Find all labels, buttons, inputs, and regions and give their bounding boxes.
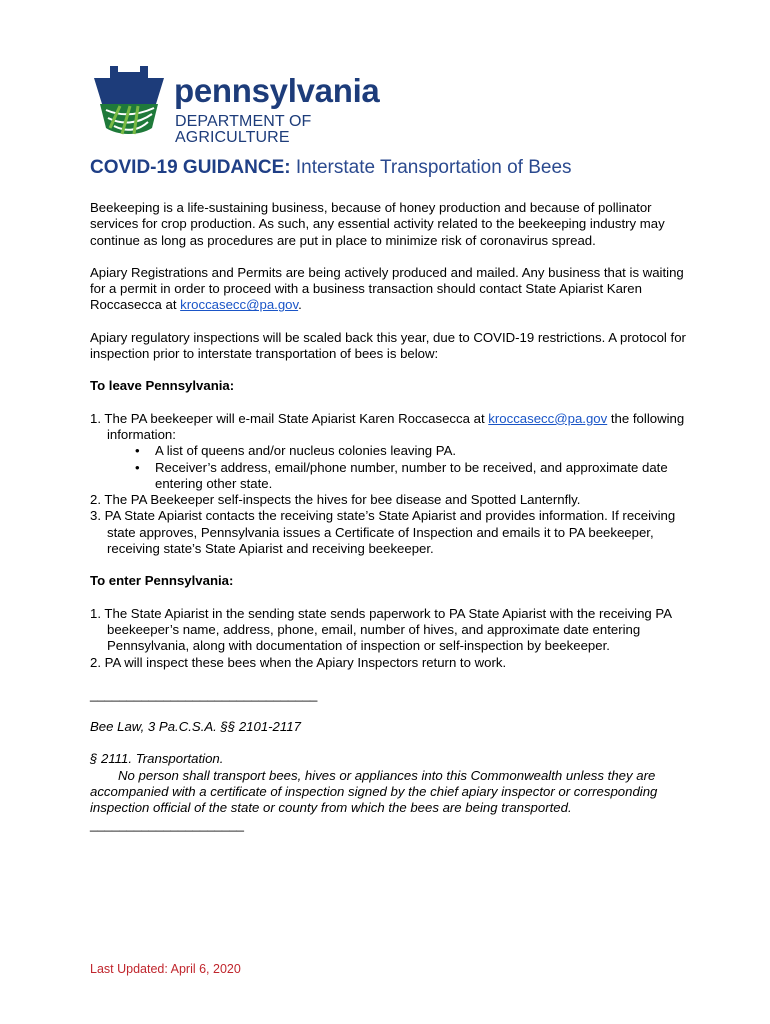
leave-step-1-text-end: the following information: bbox=[107, 410, 685, 442]
inspections-paragraph: Apiary regulatory inspections will be scaled back this year, due to COVID-19 restrictions. A protocol for inspection prior to interstate transportation of bees is below: bbox=[90, 329, 686, 362]
enter-heading: To enter Pennsylvania: bbox=[90, 573, 234, 589]
permits-text-end: . bbox=[298, 297, 302, 313]
list-item: • Receiver’s address, email/phone number, number to be received, and approximate date entering other state. bbox=[135, 460, 690, 493]
email-link[interactable]: kroccasecc@pa.gov bbox=[180, 297, 299, 313]
logo-department: DEPARTMENT OF AGRICULTURE bbox=[175, 113, 312, 146]
permits-paragraph bbox=[90, 265, 690, 314]
intro-paragraph: Beekeeping is a life-sustaining business, because of honey production and because of pollinator services for crop production. As such, any essential activity related to the beekeeping industry may continue as long as procedures are put in place to minimize risk of coronavirus spread. bbox=[90, 200, 665, 248]
keystone-field-icon bbox=[90, 64, 168, 142]
title-subject: Interstate Transportation of Bees bbox=[295, 157, 572, 178]
divider-rule: _____________________ bbox=[90, 816, 245, 832]
logo-wordmark: pennsylvania bbox=[174, 72, 380, 109]
leave-heading: To leave Pennsylvania: bbox=[90, 378, 235, 394]
divider-rule: _______________________________ bbox=[90, 686, 318, 702]
permits-text: Apiary Registrations and Permits are being actively produced and mailed. Any business that is waiting for a permit in order to proceed with a business transaction should contact State Apiarist Karen Roccasecca at bbox=[90, 264, 684, 313]
enter-step-2: 2. PA will inspect these bees when the Apiary Inspectors return to work. bbox=[90, 654, 507, 670]
pa-agriculture-logo bbox=[90, 64, 420, 144]
law-text: No person shall transport bees, hives or appliances into this Commonwealth unless they are accompanied with a certificate of inspection signed by the chief apiary inspector or corresponding inspection official of the state or county from which the bees are being transported. bbox=[90, 767, 658, 816]
leave-step-1 bbox=[90, 411, 690, 444]
email-link[interactable]: kroccasecc@pa.gov bbox=[488, 410, 608, 426]
law-section: § 2111. Transportation. bbox=[90, 751, 224, 767]
law-citation: Bee Law, 3 Pa.C.S.A. §§ 2101-2117 bbox=[90, 719, 301, 735]
leave-info-list bbox=[90, 443, 690, 492]
title-lead: COVID-19 GUIDANCE: bbox=[90, 157, 291, 178]
enter-step-1: 1. The State Apiarist in the sending state sends paperwork to PA State Apiarist with the receiving PA beekeeper’s name, address, phone, email, number of hives, and approximate date entering Pennsylvania, along with documentation of inspection or self-inspection by beekeeper. bbox=[90, 605, 672, 654]
last-updated: Last Updated: April 6, 2020 bbox=[90, 962, 241, 976]
leave-step-2: 2. The PA Beekeeper self-inspects the hives for bee disease and Spotted Lanternfly. bbox=[90, 492, 581, 508]
leave-step-3: 3. PA State Apiarist contacts the receiving state’s State Apiarist and provides information. If receiving state approves, Pennsylvania issues a Certificate of Inspection and emails it to PA beekeeper, receiving state’s State Apiarist and receiving beekeeper. bbox=[90, 508, 676, 557]
law-excerpt bbox=[90, 719, 690, 816]
leave-step-1-text: 1. The PA beekeeper will e-mail State Apiarist Karen Roccasecca at bbox=[90, 410, 489, 426]
list-item: • A list of queens and/or nucleus colonies leaving PA. bbox=[135, 443, 690, 459]
document-body bbox=[90, 200, 690, 849]
page-title bbox=[90, 157, 572, 179]
